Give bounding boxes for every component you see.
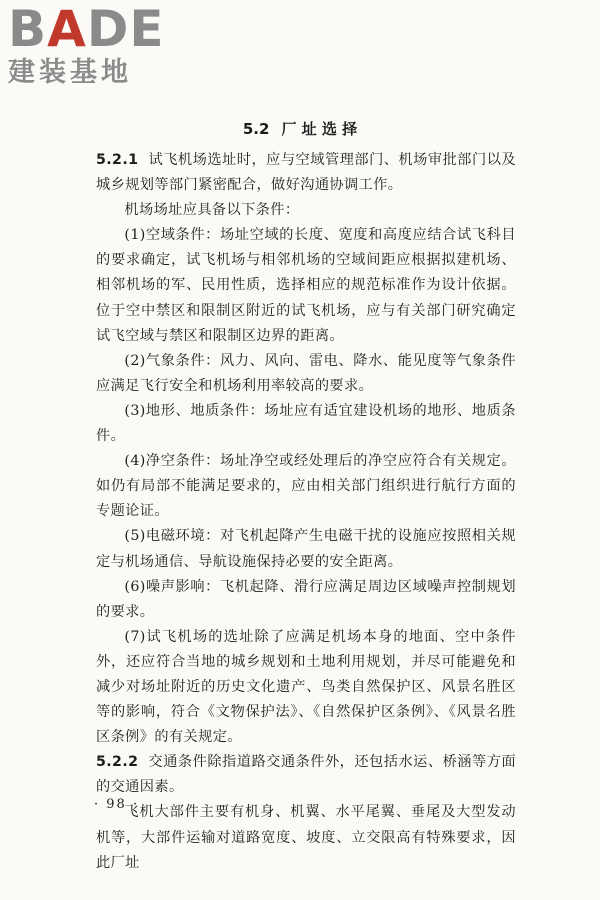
logo-letter-a: A bbox=[47, 0, 87, 58]
paragraph-weather: (2)气象条件：风力、风向、雷电、降水、能见度等气象条件应满足飞行安全和机场利用率较高的要求。 bbox=[96, 352, 516, 394]
document-body bbox=[96, 148, 516, 876]
paragraph-airspace: (1)空域条件：场址空域的长度、宽度和高度应结合试飞科目的要求确定，试飞机场与相邻机场的空域间距应根据拟建机场、相邻机场的军、民用性质，选择相应的规范标准作为设计依据。位于空中禁区和限制区附近的试飞机场，应与有关部门研究确定试飞空域与禁区和限制区边界的距离。 bbox=[96, 227, 516, 344]
clause-number: 5.2.2 bbox=[96, 754, 139, 771]
paragraph-terrain: (3)地形、地质条件：场址应有适宜建设机场的地形、地质条件。 bbox=[96, 402, 516, 445]
logo bbox=[8, 0, 178, 96]
paragraph-noise: (6)噪声影响：飞机起降、滑行应满足周边区域噪声控制规划的要求。 bbox=[96, 578, 516, 620]
paragraph-large-parts: 飞机大部件主要有机身、机翼、水平尾翼、垂尾及大型发动机等，大部件运输对道路宽度、坡度、立交限高有特殊要求，因此厂址 bbox=[96, 804, 516, 871]
logo-wordmark bbox=[8, 0, 178, 58]
paragraph-text: 试飞机场选址时，应与空域管理部门、机场审批部门以及城乡规划等部门紧密配合，做好沟通协调工作。 bbox=[96, 152, 516, 194]
logo-subtitle: 建装基地 bbox=[8, 57, 132, 88]
paragraph-conditions-intro: 机场场址应具备以下条件： bbox=[124, 202, 300, 219]
paragraph-clearance: (4)净空条件：场址净空或经处理后的净空应符合有关规定。如仍有局部不能满足要求的，应由相关部门组织进行航行方面的专题论证。 bbox=[96, 453, 516, 520]
clause-number: 5.2.1 bbox=[96, 152, 139, 168]
paragraph-text: 交通条件除指道路交通条件外，还包括水运、桥涵等方面的交通因素。 bbox=[96, 754, 516, 796]
section-heading bbox=[0, 118, 600, 139]
page-number: · 98 · bbox=[94, 797, 140, 812]
paragraph-5-2-1 bbox=[96, 148, 516, 198]
logo-letter-b: B bbox=[8, 0, 48, 58]
paragraph-electromagnetic: (5)电磁环境：对飞机起降产生电磁干扰的设施应按照相关规定与机场通信、导航设施保持必要的安全距离。 bbox=[96, 528, 516, 570]
paragraph-planning: (7)试飞机场的选址除了应满足机场本身的地面、空中条件外，还应符合当地的城乡规划和土地利用规划，并尽可能避免和减少对场址附近的历史文化遗产、鸟类自然保护区、风景名胜区等的影响，符合《文物保护法》、《自然保护区条例》、《风景名胜区条例》的有关规定。 bbox=[96, 628, 516, 746]
section-number: 5.2 bbox=[242, 120, 270, 138]
paragraph-5-2-2 bbox=[96, 750, 516, 800]
section-title: 厂 址 选 择 bbox=[281, 120, 358, 138]
logo-letters-de: DE bbox=[86, 0, 165, 58]
